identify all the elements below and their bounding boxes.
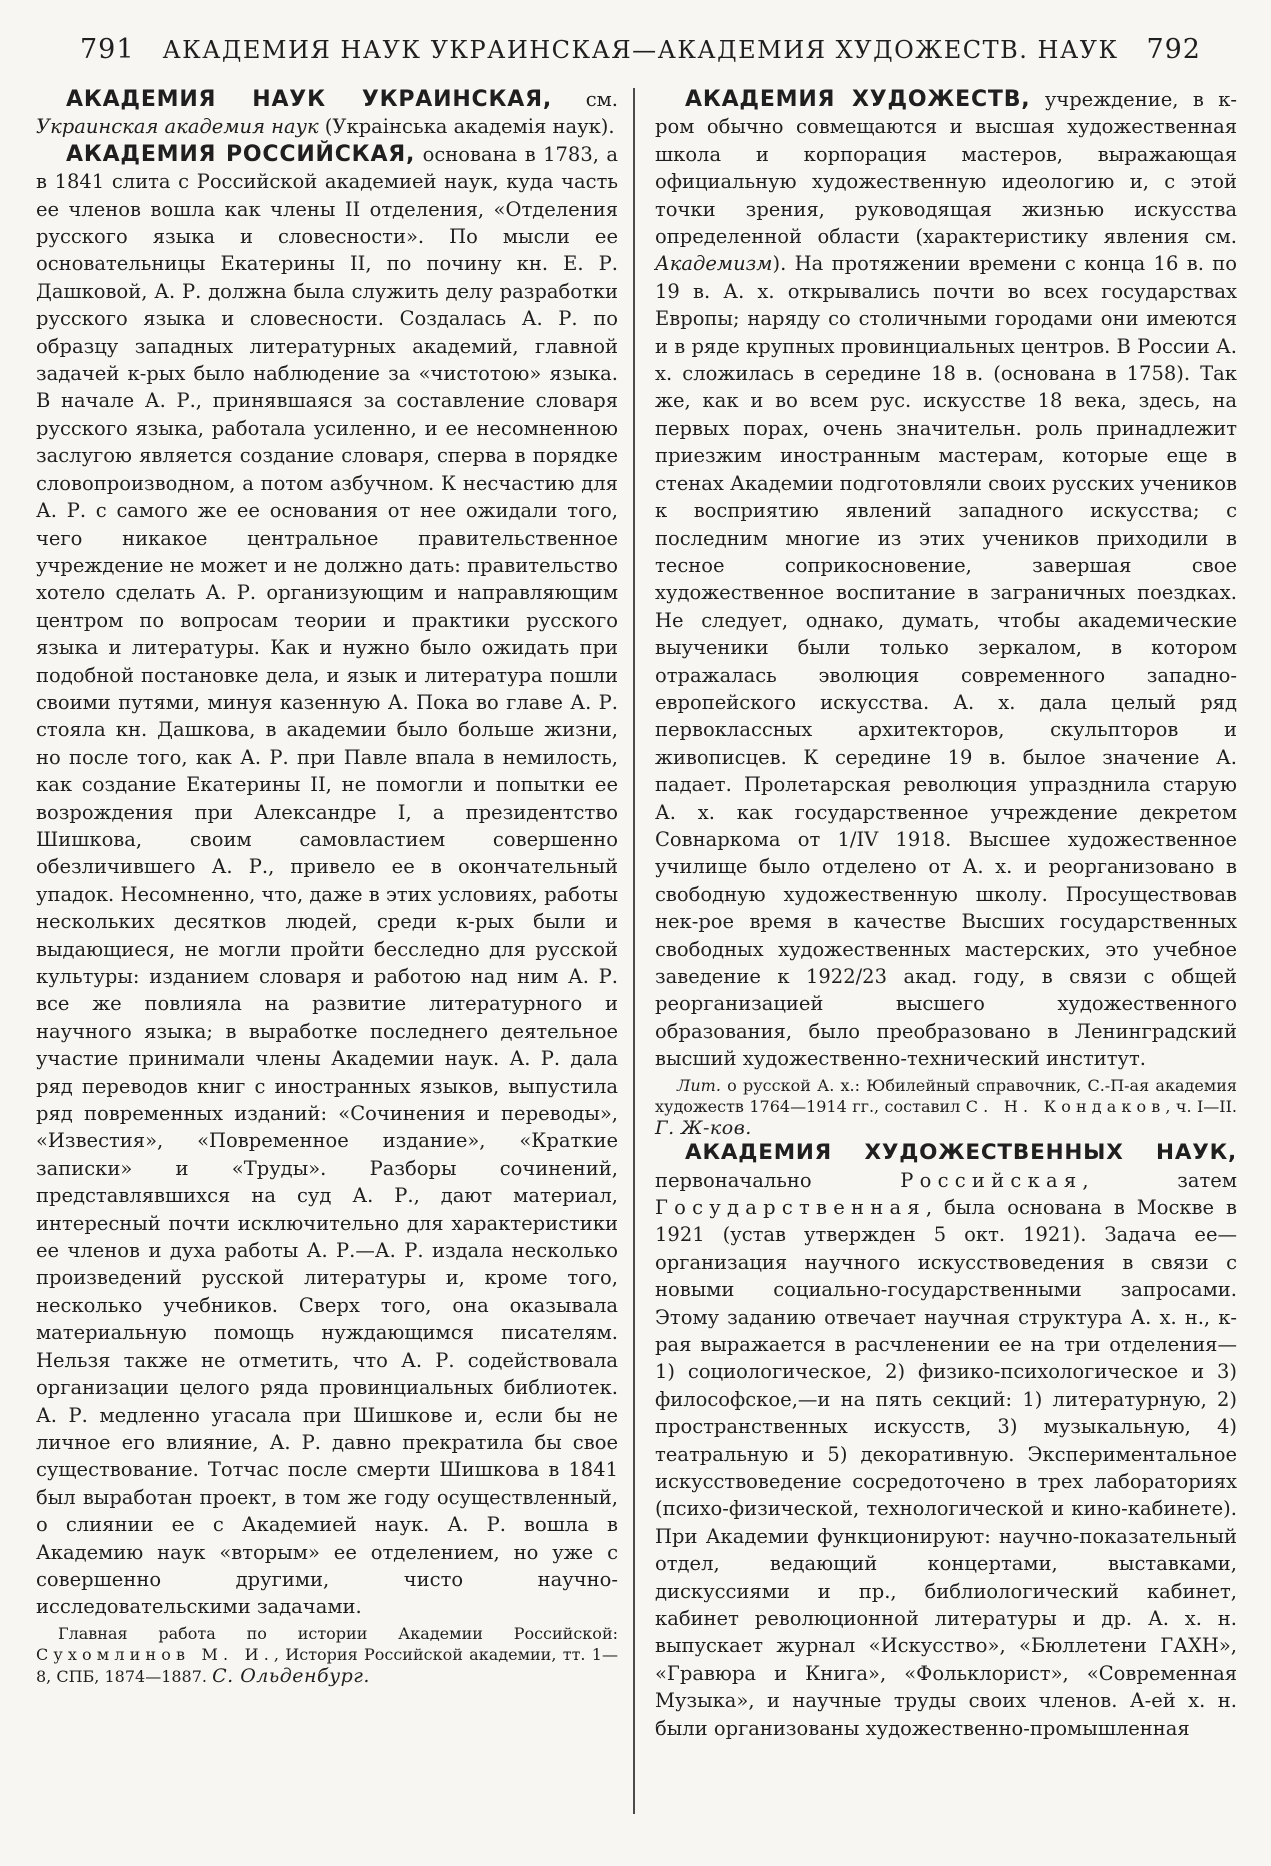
bibliography-details: , История Российской академии, тт. 1—8, СПБ, 1874—1887. [36, 1645, 618, 1686]
bibliography-author: Сухомлинов М. И. [36, 1645, 274, 1665]
headword-akademiya-nauk-ukrainskaya: АКАДЕМИЯ НАУК УКРАИНСКАЯ, [66, 87, 552, 112]
article-body-text: , была основана в Москве в 1921 (устав утвержден 5 окт. 1921). Задача ее—организация научного искусствоведения в связи с новыми социально-государственными запросами. Этому заданию отвечает научная структура А. х. н., к-рая выражается в расчленении ее на три отделения—1) социологическое, 2) физико-психологическое и 3) философское,—и на пять секций: 1) литературную, 2) пространственных искусств, 3) музыкальную, 4) театральную и 5) декоративную. Экспериментальное искусствоведение сосредоточено в трех лабораториях (психо-физической, технологической и кино-кабинете). При Академии функционируют: научно-показательный отдел, ведающий концертами, выставками, дискуссиями и пр., библиологический кабинет, кабинет революционной литературы и др. А. х. н. выпускает журнал «Искусство», «Бюллетени ГАХН», «Гравюра и Книга», «Фольклорист», «Современная Музыка», и научные труды своих членов. А-ей х. н. были организованы художественно-промышленная [655, 1195, 1237, 1740]
see-tail: (Украінська академія наук). [318, 115, 615, 139]
right-column [655, 86, 1237, 1742]
see-label: см. [552, 88, 618, 111]
see-reference: Украинская академия наук [36, 115, 319, 139]
article-akademiya-khudozhestv [655, 86, 1237, 1073]
bibliography-rossiyskaya [36, 1623, 618, 1688]
literature-khudozhestv [655, 1075, 1237, 1140]
headword-akademiya-rossiyskaya: АКАДЕМИЯ РОССИЙСКАЯ, [66, 141, 416, 167]
running-title: АКАДЕМИЯ НАУК УКРАИНСКАЯ—АКАДЕМИЯ ХУДОЖЕСТВ. НАУК [162, 36, 1119, 64]
bibliography-intro: Главная работа по истории Академии Российской: [58, 1623, 618, 1643]
page-number-right: 792 [1146, 34, 1201, 65]
left-column [36, 86, 618, 1742]
article-akademiya-rossiyskaya [36, 141, 618, 1621]
article-body-text: ). На протяжении времени с конца 16 в. по 19 в. А. х. открывались почти во всех государствах Европы; наряду со столичными городами они имеются и в ряде крупных провинциальных центров. В России А. х. сложилась в середине 18 в. (основана в 1758). Так же, как и во всем рус. искусстве 18 века, здесь, на первых порах, очень значительн. роль принадлежит приезжим иностранным мастерам, которые еще в стенах Академии подготовляли своих русских учеников к восприятию явлений западного искусства; с последним многие из этих учеников приходили в тесное соприкосновение, завершая свое художественное воспитание в заграничных поездках. Не следует, однако, думать, чтобы академические выученики были только зеркалом, в котором отражалась эволюция современного западно-европейского искусства. А. х. дала целый ряд первоклассных архитекторов, скульпторов и живописцев. К середине 19 в. былое значение А. падает. Пролетарская революция упразднила старую А. х. как государственное учреждение декретом Совнаркома от 1/IV 1918. Высшее художественное училище было отделено от А. х. и реорганизовано в свободную художественную школу. Просуществовав нек-рое время в качестве Высших государственных свободных художественных мастерских, это учебное заведение к 1922/23 акад. году, в связи с общей реорганизацией высшего художественного образования, было преобразовано в Ленинградский высший художественно-технический институт. [655, 252, 1237, 1071]
author-signature: С. Ольденбург. [212, 1664, 370, 1687]
article-akademiya-khudozhestvennykh-nauk [655, 1139, 1237, 1742]
article-akademiya-nauk-ukrainskaya [36, 86, 618, 141]
article-body-text: , затем [1082, 1168, 1237, 1192]
article-body-text: первоначально [655, 1168, 901, 1192]
article-body-text: основана в 1783, а в 1841 слита с Российской академией наук, куда часть ее членов вошла как члены II отделения, «Отделения русского языка и словесности». По мысли ее основательницы Екатерины II, по почину кн. Е. Р. Дашковой, А. Р. должна была служить делу разработки русского языка и словесности. Создалась А. Р. по образцу западных литературных академий, главной задачей к-рых было наблюдение за «чистотою» языка. В начале А. Р., принявшаяся за составление словаря русского языка, работала усиленно, и ее несомненною заслугою является создание словаря, сперва в порядке словопроизводном, а потом азбучном. К несчастию для А. Р. с самого же ее основания от нее ожидали того, чего никакое центральное правительственное учреждение не может и не должно дать: правительство хотело сделать А. Р. организующим и направляющим центром по вопросам теории и практики русского языка и литературы. Как и нужно было ожидать при подобной постановке дела, и язык и литература пошли своими путями, минуя казенную А. Пока во главе А. Р. стояла кн. Дашкова, в академии было больше жизни, но после того, как А. Р. при Павле впала в немилость, как создание Екатерины II, не помогли и попытки ее возрождения при Александре I, а президентство Шишкова, своим самовластием совершенно обезличившего А. Р., привело ее в окончательный упадок. Несомненно, что, даже в этих условиях, работы нескольких десятков людей, среди к-рых были и выдающиеся, не могли пройти бесследно для русской культуры: изданием словаря и работою над ним А. Р. все же повлияла на развитие литературного и научного языка; в выработке последнего деятельное участие принимали члены Академии наук. А. Р. дала ряд переводов книг с иностранных языков, выпустила ряд повременных изданий: «Сочинения и переводы», «Известия», «Повременное издание», «Краткие записки» и «Труды». Разборы сочинений, представлявшихся на суд А. Р., дают материал, интересный почти исключительно для характеристики ее членов и духа работы А. Р.—А. Р. издала несколько произведений русской литературы и, кроме того, несколько учебников. Сверх того, она оказывала материальную помощь нуждающимся писателям. Нельзя также не отметить, что А. Р. содействовала организации целого ряда провинциальных библиотек. А. Р. медленно угасала при Шишкове и, если бы не личное его влияние, А. Р. давно прекратила бы свое существование. Тотчас после смерти Шишкова в 1841 был выработан проект, в том же году осуществленный, о слиянии ее с Академией наук. А. Р. вошла в Академию наук «вторым» ее отделением, но уже с совершенно другими, чисто научно-исследовательскими задачами. [36, 142, 618, 1619]
spaced-name-gosudarstvennaya: Государственная [655, 1195, 926, 1219]
spaced-name-rossiyskaya: Российская [900, 1168, 1083, 1192]
headword-akademiya-khudozhestv: АКАДЕМИЯ ХУДОЖЕСТВ, [685, 87, 1031, 112]
running-head [80, 34, 1201, 65]
literature-text: о русской А. х.: Юбилейный справочник, С.-П-ая академия художеств 1764—1914 гг., составил [655, 1075, 1237, 1117]
headword-akademiya-khudozhestvennykh-nauk: АКАДЕМИЯ ХУДОЖЕСТВЕННЫХ НАУК, [685, 1140, 1237, 1166]
page-body [36, 86, 1237, 1742]
article-body-text: учреждение, в к-ром обычно совмещаются и высшая художественная школа и корпорация мастеров, выражающая официальную художественную идеологию и, с этой точки зрения, руководящая жизнью искусства определенной области (характеристику явления см. [655, 88, 1237, 249]
literature-author: С. Н. Кондаков [965, 1097, 1166, 1117]
page-number-left: 791 [80, 34, 135, 65]
cross-reference-akademizm: Академизм [655, 252, 773, 276]
author-signature: Г. Ж-ков. [655, 1116, 752, 1139]
literature-tail: , ч. I—II. [1165, 1097, 1238, 1117]
lit-label: Лит. [677, 1075, 721, 1095]
